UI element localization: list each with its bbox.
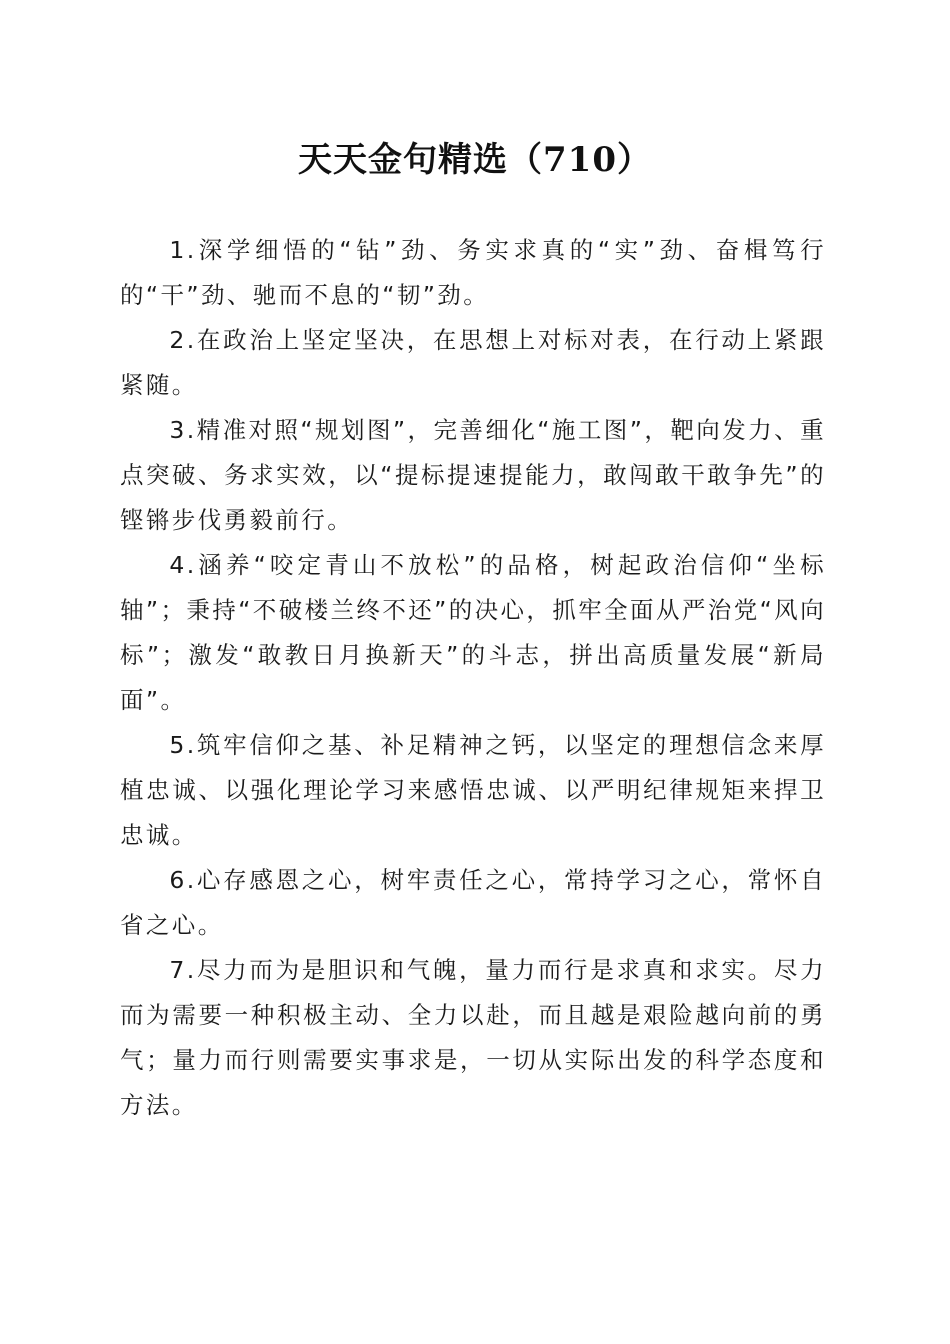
- paragraph-1: 1.深学细悟的“钻”劲、务实求真的“实”劲、奋楫笃行的“干”劲、驰而不息的“韧”劲。: [120, 236, 826, 309]
- page-title: 天天金句精选（710）: [298, 140, 652, 180]
- paragraph-5: 5.筑牢信仰之基、补足精神之钙，以坚定的理想信念来厚植忠诚、以强化理论学习来感悟忠诚、以严明纪律规矩来捍卫忠诚。: [120, 731, 826, 849]
- paragraph-2: 2.在政治上坚定坚决，在思想上对标对表，在行动上紧跟紧随。: [120, 326, 826, 399]
- paragraph-7: 7.尽力而为是胆识和气魄，量力而行是求真和求实。尽力而为需要一种积极主动、全力以赴，而且越是艰险越向前的勇气；量力而行则需要实事求是，一切从实际出发的科学态度和方法。: [120, 956, 826, 1119]
- paragraph-4: 4.涵养“咬定青山不放松”的品格，树起政治信仰“坐标轴”；秉持“不破楼兰终不还”的决心，抓牢全面从严治党“风向标”；激发“敢教日月换新天”的斗志，拼出高质量发展“新局面”。: [120, 551, 826, 714]
- paragraph-3: 3.精准对照“规划图”，完善细化“施工图”，靶向发力、重点突破、务求实效，以“提标提速提能力，敢闯敢干敢争先”的铿锵步伐勇毅前行。: [120, 416, 826, 534]
- document-body: [120, 228, 826, 1128]
- paragraph-6: 6.心存感恩之心，树牢责任之心，常持学习之心，常怀自省之心。: [120, 866, 826, 939]
